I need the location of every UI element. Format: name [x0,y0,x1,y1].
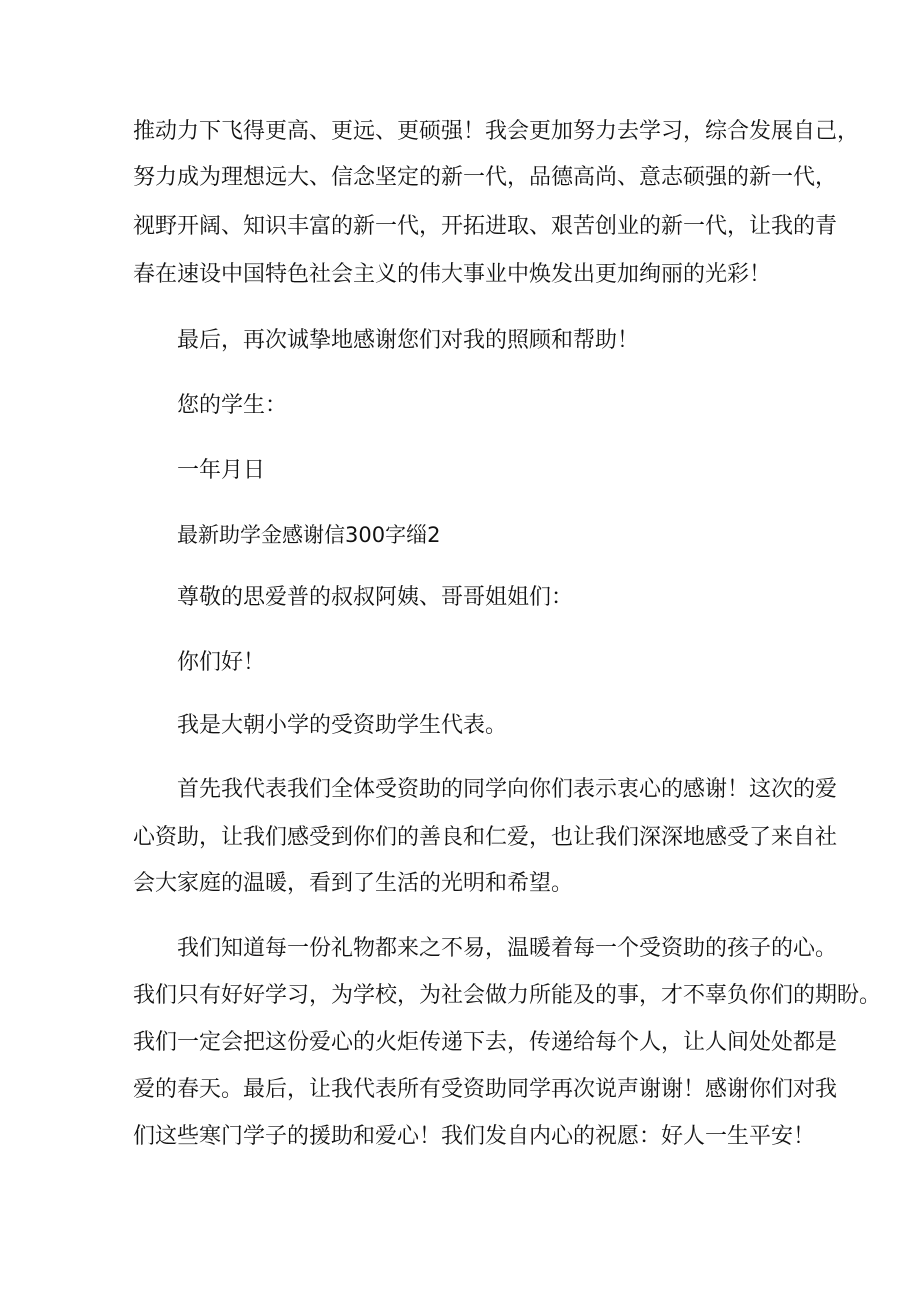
paragraph-1-line-2: 努力成为理想远大、信念坚定的新一代，品德高尚、意志硕强的新一代， [133,165,838,190]
paragraph-3-line-2: 我们只有好好学习，为学校，为社会做力所能及的事，才不辜负你们的期盼。 [133,983,882,1008]
intro-line: 我是大朝小学的受资助学生代表。 [177,713,508,738]
signature-line: 您的学生： [177,393,288,418]
paragraph-3-line-4: 爱的春天。最后，让我代表所有受资助同学再次说声谢谢！感谢你们对我 [133,1077,838,1102]
paragraph-2-line-1: 首先我代表我们全体受资助的同学向你们表示衷心的感谢！这次的爱 [177,777,838,802]
section-title: 最新助学金感谢信300字缁2 [177,523,441,547]
date-line: 一年月日 [177,458,266,483]
paragraph-2-line-3: 会大家庭的温暖，看到了生活的光明和希望。 [133,871,574,896]
thanks-again-line: 最后，再次诚挚地感谢您们对我的照顾和帮助！ [177,328,640,353]
greeting-line: 尊敬的思爱普的叔叔阿姨、哥哥姐姐们： [177,585,574,610]
hello-line: 你们好！ [177,650,266,675]
paragraph-3-line-5: 们这些寒门学子的援助和爱心！我们发自内心的祝愿：好人一生平安！ [133,1124,816,1149]
paragraph-1-line-4: 春在速设中国特色社会主义的伟大事业中焕发出更加绚丽的光彩！ [133,262,772,287]
paragraph-3-line-1: 我们知道每一份礼物都来之不易，温暖着每一个受资助的孩子的心。 [177,936,838,961]
paragraph-1-line-3: 视野开阔、知识丰富的新一代，开拓进取、艰苦创业的新一代，让我的青 [133,214,838,239]
paragraph-2-line-2: 心资助，让我们感受到你们的善良和仁爱，也让我们深深地感受了来自社 [133,825,838,850]
paragraph-3-line-3: 我们一定会把这份爱心的火炬传递下去，传递给每个人，让人间处处都是 [133,1030,838,1055]
paragraph-1-line-1: 推动力下飞得更高、更远、更硕强！我会更加努力去学习，综合发展自己， [133,119,860,144]
